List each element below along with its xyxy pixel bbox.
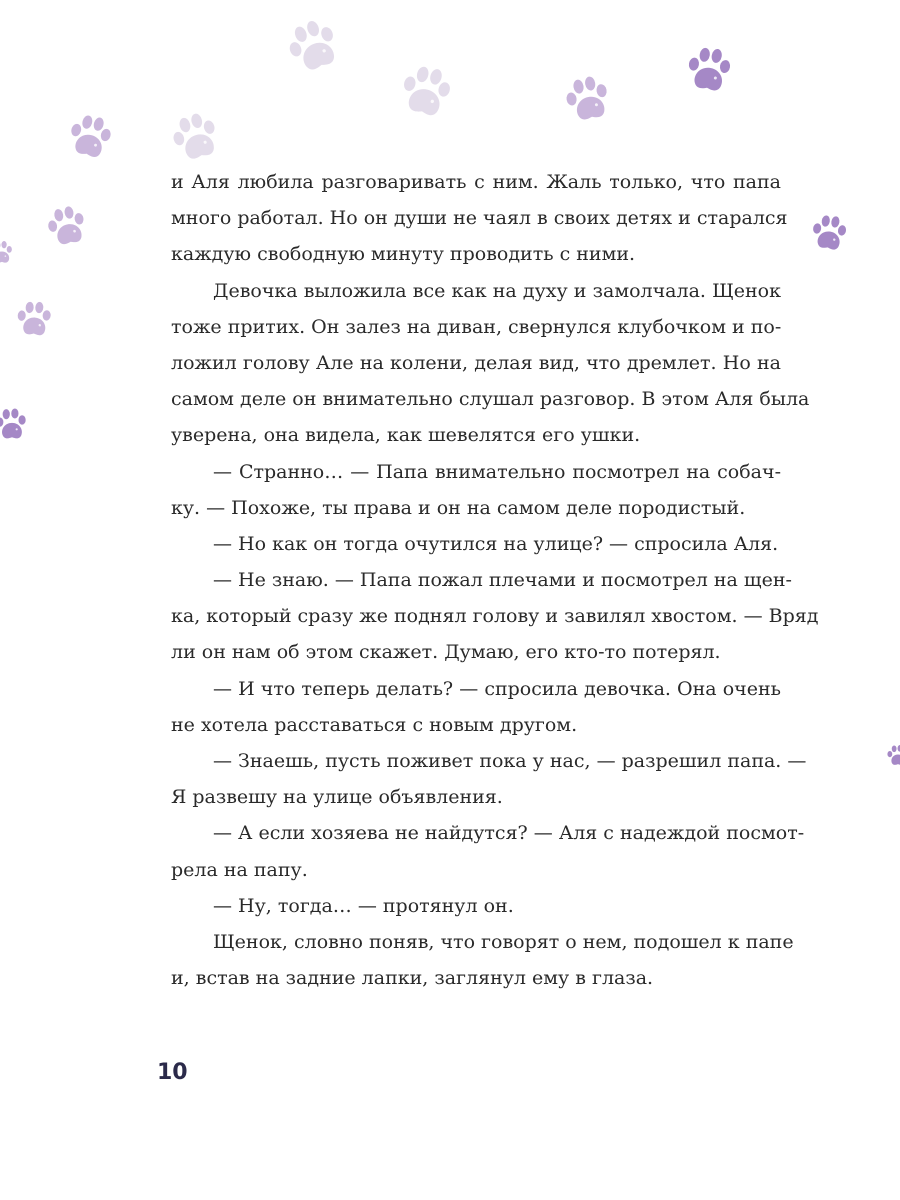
paw-print-icon (886, 744, 900, 768)
text-line: тоже притих. Он залез на диван, свернулся клубочком и по- (171, 315, 782, 338)
text-line: — А если хозяева не найдутся? — Аля с надеждой посмот- (213, 822, 805, 845)
body-text (171, 164, 819, 996)
paw-print-icon (393, 59, 462, 128)
text-line: рела на папу. (171, 858, 308, 881)
text-line: много работал. Но он души не чаял в своих детях и старался (171, 207, 788, 230)
text-line: ка, который сразу же поднял голову и завилял хвостом. — Вряд (171, 605, 819, 628)
paw-print-icon (0, 407, 30, 443)
text-line: и, встав на задние лапки, заглянул ему в глаза. (171, 967, 654, 990)
paw-print-icon (43, 202, 94, 253)
text-line: Девочка выложила все как на духу и замолчала. Щенок (213, 279, 781, 302)
text-line: — И что теперь делать? — спросила девочка. Она очень (213, 677, 781, 700)
text-line: Я развешу на улице объявления. (171, 786, 503, 809)
paw-print-icon (62, 109, 121, 168)
paw-print-icon (165, 106, 229, 170)
text-line: не хотела расставаться с новым другом. (171, 713, 578, 736)
text-line: — Не знаю. — Папа пожал плечами и посмотрел на щен- (213, 569, 792, 592)
text-line: самом деле он внимательно слушал разговор. В этом Аля была (171, 388, 810, 411)
paw-print-icon (560, 71, 618, 129)
text-line: — Но как он тогда очутился на улице? — спросила Аля. (213, 532, 779, 555)
paw-print-icon (807, 211, 853, 257)
paw-print-icon (0, 240, 15, 266)
text-line: ли он нам об этом скажет. Думаю, его кто-то потерял. (171, 641, 721, 664)
paw-print-icon (681, 42, 739, 100)
text-line: Щенок, словно поняв, что говорят о нем, подошел к папе (213, 930, 794, 953)
text-line: — Ну, тогда… — протянул он. (213, 894, 514, 917)
page-number: 10 (157, 1060, 188, 1085)
text-line: уверена, она видела, как шевелятся его ушки. (171, 424, 641, 447)
text-line: — Странно… — Папа внимательно посмотрел на собач- (213, 460, 781, 483)
text-line: и Аля любила разговаривать с ним. Жаль только, что папа (171, 171, 781, 193)
text-line: каждую свободную минуту проводить с ними. (171, 243, 636, 266)
text-line: — Знаешь, пусть поживет пока у нас, — разрешил папа. — (213, 750, 807, 772)
text-line: ку. — Похоже, ты права и он на самом деле породистый. (171, 496, 746, 519)
text-line: ложил голову Але на колени, делая вид, что дремлет. Но на (171, 351, 781, 374)
paw-print-icon (13, 298, 56, 341)
paw-print-icon (279, 11, 351, 83)
